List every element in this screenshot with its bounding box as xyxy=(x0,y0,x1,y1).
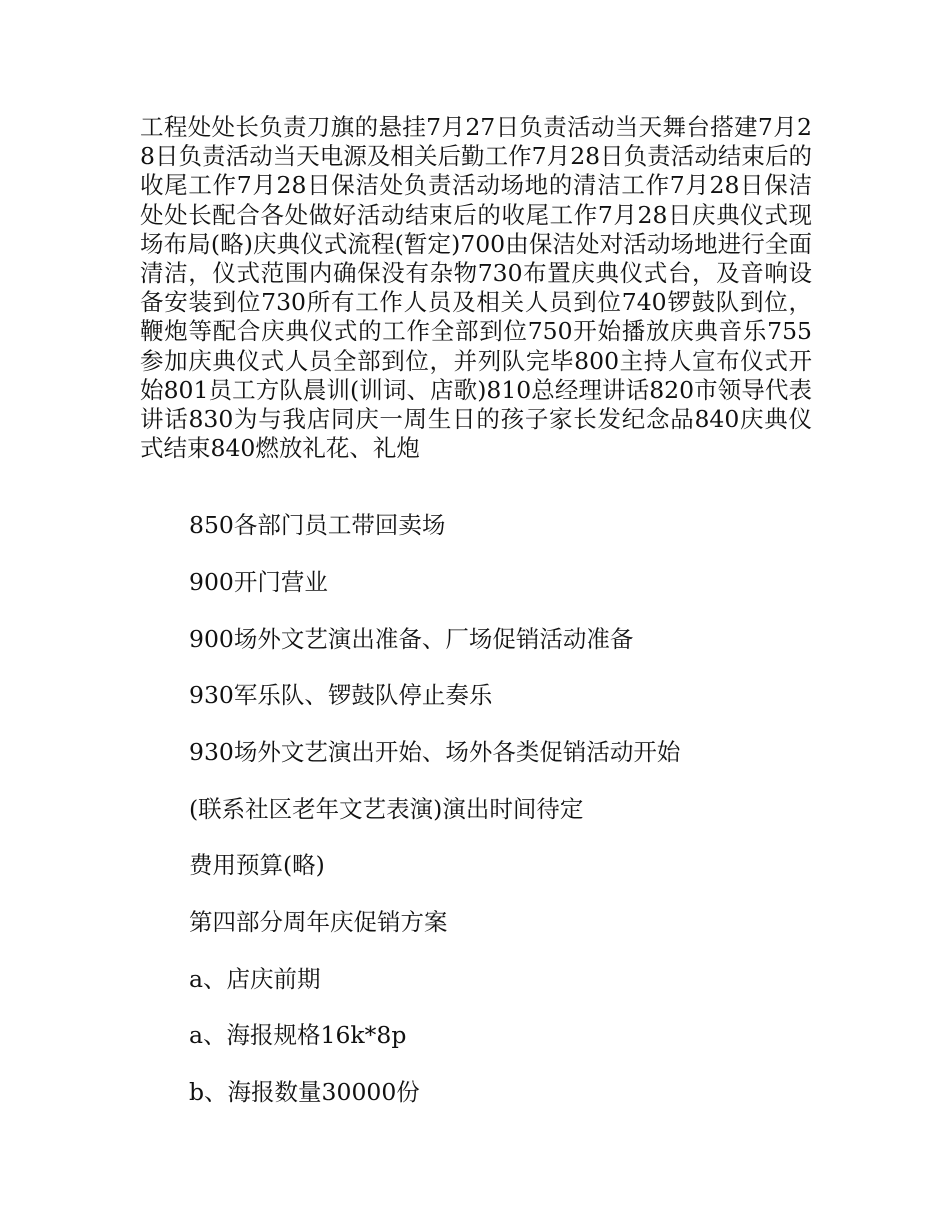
main-paragraph: 工程处处长负责刀旗的悬挂7月27日负责活动当天舞台搭建7月28日负责活动当天电源及相关后勤工作7月28日负责活动结束后的收尾工作7月28日保洁处负责活动场地的清洁工作7月28日保洁处处长配合各处做好活动结束后的收尾工作7月28日庆典仪式现场布局(略)庆典仪式流程(暂定)700由保洁处对活动场地进行全面清洁，仪式范围内确保没有杂物730布置庆典仪式台，及音响设备安装到位730所有工作人员及相关人员到位740锣鼓队到位，鞭炮等配合庆典仪式的工作全部到位750开始播放庆典音乐755参加庆典仪式人员全部到位，并列队完毕800主持人宣布仪式开始801员工方队晨训(训词、店歌)810总经理讲话820市领导代表讲话830为与我店同庆一周生日的孩子家长发纪念品840庆典仪式结束840燃放礼花、礼炮 xyxy=(140,113,812,463)
text-line: 930场外文艺演出开始、场外各类促销活动开始 xyxy=(189,738,681,766)
text-line: 900开门营业 xyxy=(189,568,328,596)
list-item: a、店庆前期 xyxy=(189,965,321,993)
list-item: b、海报数量30000份 xyxy=(189,1078,420,1106)
text-line: (联系社区老年文艺表演)演出时间待定 xyxy=(189,795,584,823)
text-line: 费用预算(略) xyxy=(189,851,325,879)
list-item: a、海报规格16k*8p xyxy=(189,1021,407,1049)
text-line: 850各部门员工带回卖场 xyxy=(189,511,446,539)
section-heading: 第四部分周年庆促销方案 xyxy=(189,908,448,936)
text-line: 900场外文艺演出准备、厂场促销活动准备 xyxy=(189,625,634,653)
text-line: 930军乐队、锣鼓队停止奏乐 xyxy=(189,681,493,709)
